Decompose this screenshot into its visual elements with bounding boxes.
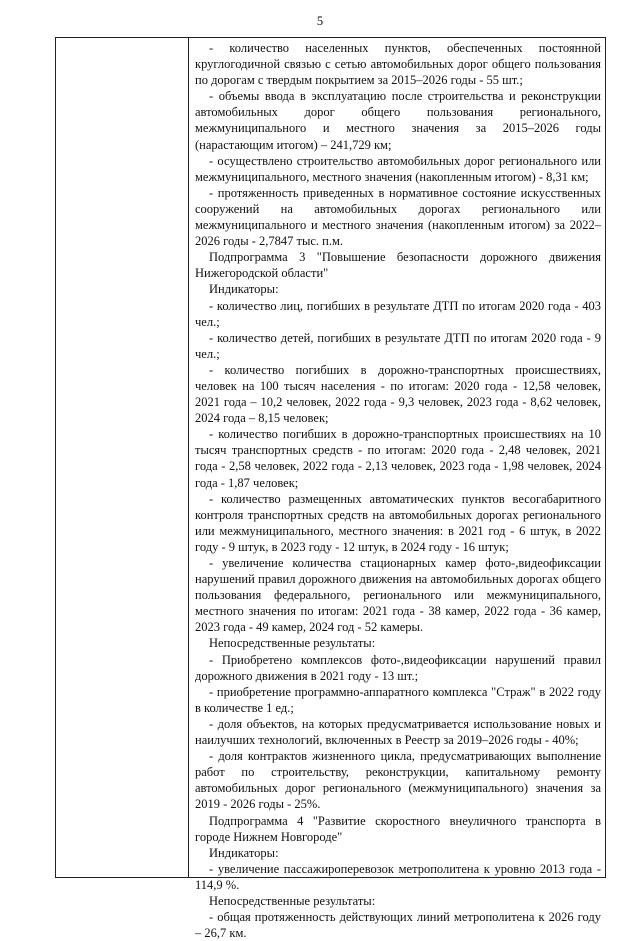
- subprogram-heading: Подпрограмма 3 "Повышение безопасности дорожного движения Нижегородской области": [195, 250, 601, 281]
- paragraph: - доля контрактов жизненного цикла, предусматривающих выполнение работ по строительству, реконструкции, капитальному ремонту автомобильных дорог регионального (межмуниципального) значения за 2019 - 2026 годы - 25%.: [195, 749, 601, 812]
- paragraph: - количество погибших в дорожно-транспортных происшествиях, человек на 100 тысяч населения - по итогам: 2020 года - 12,58 человек, 2021 года – 10,2 человек, 2022 года - 9,3 человек, 2023 года - 8,62 человек, 2024 года – 8,15 человек;: [195, 362, 601, 426]
- paragraph: - количество детей, погибших в результате ДТП по итогам 2020 года - 9 чел.;: [195, 330, 601, 361]
- paragraph: - приобретение программно-аппаратного комплекса "Страж" в 2022 году в количестве 1 ед.;: [195, 684, 601, 715]
- paragraph: - осуществлено строительство автомобильных дорог регионального или межмуниципального, местного значения (накопленным итогом) - 8,31 км;: [195, 153, 601, 184]
- column-divider: [188, 38, 189, 877]
- paragraph: - протяженность приведенных в нормативное состояние искусственных сооружений на автомобильных дорогах регионального или межмуниципального и местного значения (накопленным итогом) за 2022–2026 годы - 2,7847 тыс. п.м.: [195, 185, 601, 249]
- paragraph: - увеличение пассажироперевозок метрополитена к уровню 2013 года - 114,9 %.: [195, 861, 601, 892]
- paragraph: - объемы ввода в эксплуатацию после строительства и реконструкции автомобильных дорог общего пользования регионального, межмуниципального и местного значения за 2015–2026 годы (нарастающим итогом) – 241,729 км;: [195, 89, 601, 152]
- section-label: Непосредственные результаты:: [209, 893, 376, 908]
- subprogram-heading: Подпрограмма 4 "Развитие скоростного внеуличного транспорта в городе Нижнем Новгороде": [195, 813, 601, 844]
- paragraph: - общая протяженность действующих линий метрополитена к 2026 году – 26,7 км.: [195, 910, 601, 941]
- paragraph: - количество лиц, погибших в результате ДТП по итогам 2020 года - 403 чел.;: [195, 298, 601, 329]
- paragraph: - количество размещенных автоматических пунктов весогабаритного контроля транспортных средств на автомобильных дорогах регионального или межмуниципального, местного значения: в 2021 год - 6 штук, в 2022 году - 9 штук, в 2023 году - 12 штук, в 2024 году - 16 штук;: [195, 491, 601, 554]
- paragraph: - доля объектов, на которых предусматривается использование новых и наилучших технологий, включенных в Реестр за 2019–2026 годы - 40%;: [195, 716, 601, 748]
- paragraph: - увеличение количества стационарных камер фото-,видеофиксации нарушений правил дорожного движения на автомобильных дорогах общего пользования федерального, регионального или межмуниципального, местного значения по итогам: 2021 года - 38 камер, 2022 года - 36 камер, 2023 года - 49 камер, 2024 год - 52 камеры.: [195, 556, 601, 635]
- section-label: Индикаторы:: [209, 282, 279, 297]
- paragraph: - Приобретено комплексов фото-,видеофиксации нарушений правил дорожного движения в 2021 году - 13 шт.;: [195, 652, 601, 683]
- section-label: Индикаторы:: [209, 845, 279, 860]
- section-label: Непосредственные результаты:: [209, 636, 376, 651]
- page-number: 5: [316, 14, 324, 28]
- document-table: [55, 37, 606, 941]
- paragraph: - количество населенных пунктов, обеспеченных постоянной круглогодичной связью с сетью автомобильных дорог общего пользования по дорогам с твердым покрытием за 2015–2026 годы - 55 шт.;: [195, 41, 601, 88]
- paragraph: - количество погибших в дорожно-транспортных происшествиях на 10 тысяч транспортных средств - по итогам: 2020 года - 2,48 человек, 2021 года - 2,58 человек, 2022 года - 2,13 человек, 2023 года - 1,98 человек, 2024 года - 1,87 человек;: [195, 427, 601, 490]
- right-cell-text: [195, 40, 601, 941]
